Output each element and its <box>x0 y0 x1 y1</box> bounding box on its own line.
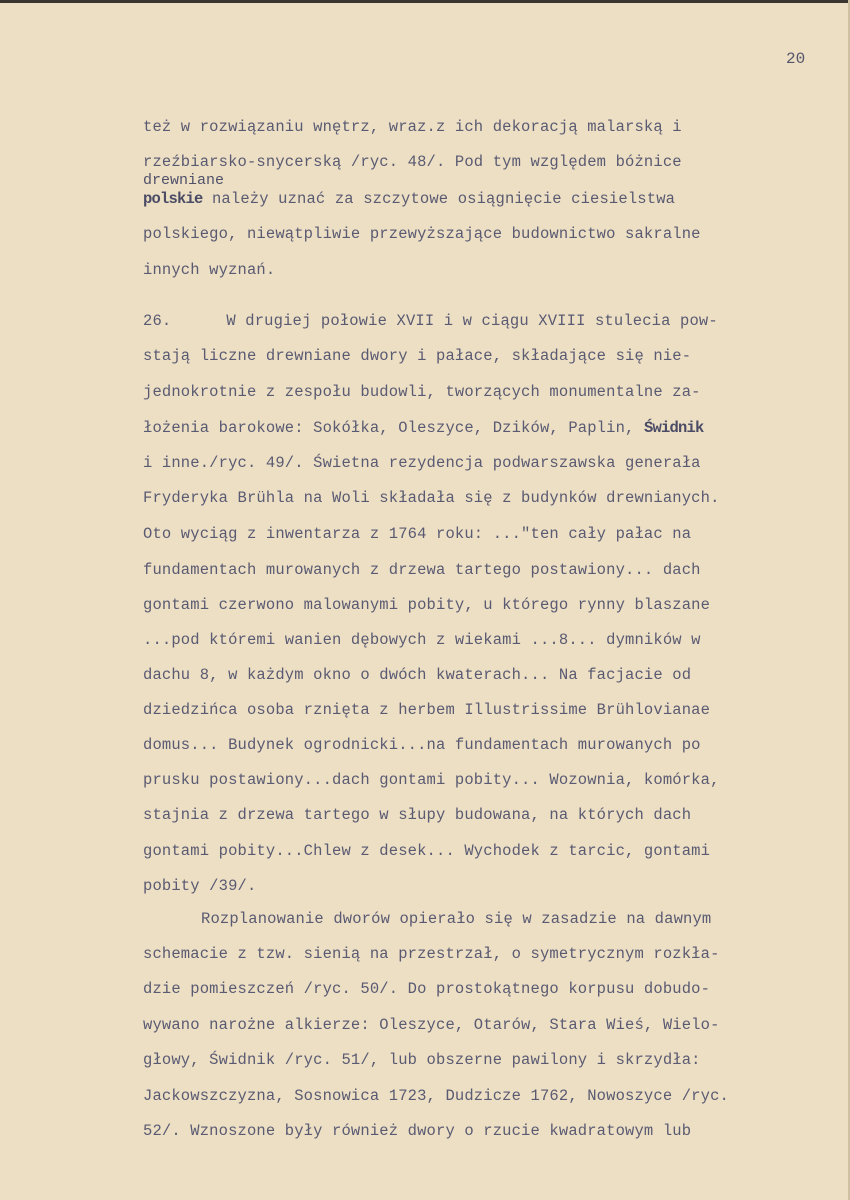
text-line: schemacie z tzw. sienią na przestrzał, o symetrycznym rozkła- <box>143 945 720 963</box>
text-line: fundamentach murowanych z drzewa tartego postawiony... dach <box>143 561 701 579</box>
text-line: prusku postawiony...dach gontami pobity... Wozownia, komórka, <box>143 771 720 789</box>
text-line: jednokrotnie z zespołu budowli, tworzących monumentalne za- <box>143 383 701 401</box>
text-line: głowy, Świdnik /ryc. 51/, lub obszerne pawilony i skrzydła: <box>143 1051 701 1069</box>
text-line: dziedzińca osoba rznięta z herbem Illustrissime Brühlovianae <box>143 701 711 719</box>
text-line: rzeźbiarsko-snycerską /ryc. 48/. Pod tym względem bóżnice <box>143 153 682 171</box>
text-line: stają liczne drewniane dwory i pałace, składające się nie- <box>143 347 692 365</box>
handwritten-correction: drewniane <box>143 172 225 189</box>
text-line: łożenia barokowe: Sokółka, Oleszyce, Dzików, Paplin, Świdnik <box>143 419 704 437</box>
text-line: 26. W drugiej połowie XVII i w ciągu XVIII stulecia pow- <box>143 312 718 330</box>
text-line: i inne./ryc. 49/. Świetna rezydencja podwarszawska generała <box>143 454 701 472</box>
page-top-edge <box>0 0 850 3</box>
text-line: Oto wyciąg z inwentarza z 1764 roku: ..."ten cały pałac na <box>143 525 692 543</box>
paragraph-number: 26. <box>143 312 172 330</box>
text-line: ...pod któremi wanien dębowych z wiekami ...8... dymników w <box>143 631 701 649</box>
text-line: Jackowszczyzna, Sosnowica 1723, Dudzicze 1762, Nowoszyce /ryc. <box>143 1087 729 1105</box>
text-line: wywano narożne alkierze: Oleszyce, Otarów, Stara Wieś, Wielo- <box>143 1016 720 1034</box>
struck-word: Świdnik <box>643 419 704 437</box>
struck-word: polskie <box>143 190 203 208</box>
text-line: innych wyznań. <box>143 261 276 279</box>
text-line: 52/. Wznoszone były również dwory o rzucie kwadratowym lub <box>143 1122 692 1140</box>
text-line: dzie pomieszczeń /ryc. 50/. Do prostokątnego korpusu dobudo- <box>143 980 711 998</box>
text-line: dachu 8, w każdym okno o dwóch kwaterach... Na facjacie od <box>143 666 692 684</box>
page-number: 20 <box>786 50 806 68</box>
text-line: Fryderyka Brühla na Woli składała się z budynków drewnianych. <box>143 489 720 507</box>
text-line: domus... Budynek ogrodnicki...na fundamentach murowanych po <box>143 736 701 754</box>
text-line: Rozplanowanie dworów opierało się w zasadzie na dawnym <box>201 910 712 928</box>
text-line: gontami pobity...Chlew z desek... Wychodek z tarcic, gontami <box>143 842 711 860</box>
text-line: stajnia z drzewa tartego w słupy budowana, na których dach <box>143 806 692 824</box>
text-line: polskiego, niewątpliwie przewyższające budownictwo sakralne <box>143 225 701 243</box>
text-line: pobity /39/. <box>143 877 257 895</box>
text-line: gontami czerwono malowanymi pobity, u którego rynny blaszane <box>143 596 711 614</box>
text-line: polskie należy uznać za szczytowe osiągnięcie ciesielstwa <box>143 190 676 208</box>
text-line: też w rozwiązaniu wnętrz, wraz.z ich dekoracją malarską i <box>143 118 682 136</box>
